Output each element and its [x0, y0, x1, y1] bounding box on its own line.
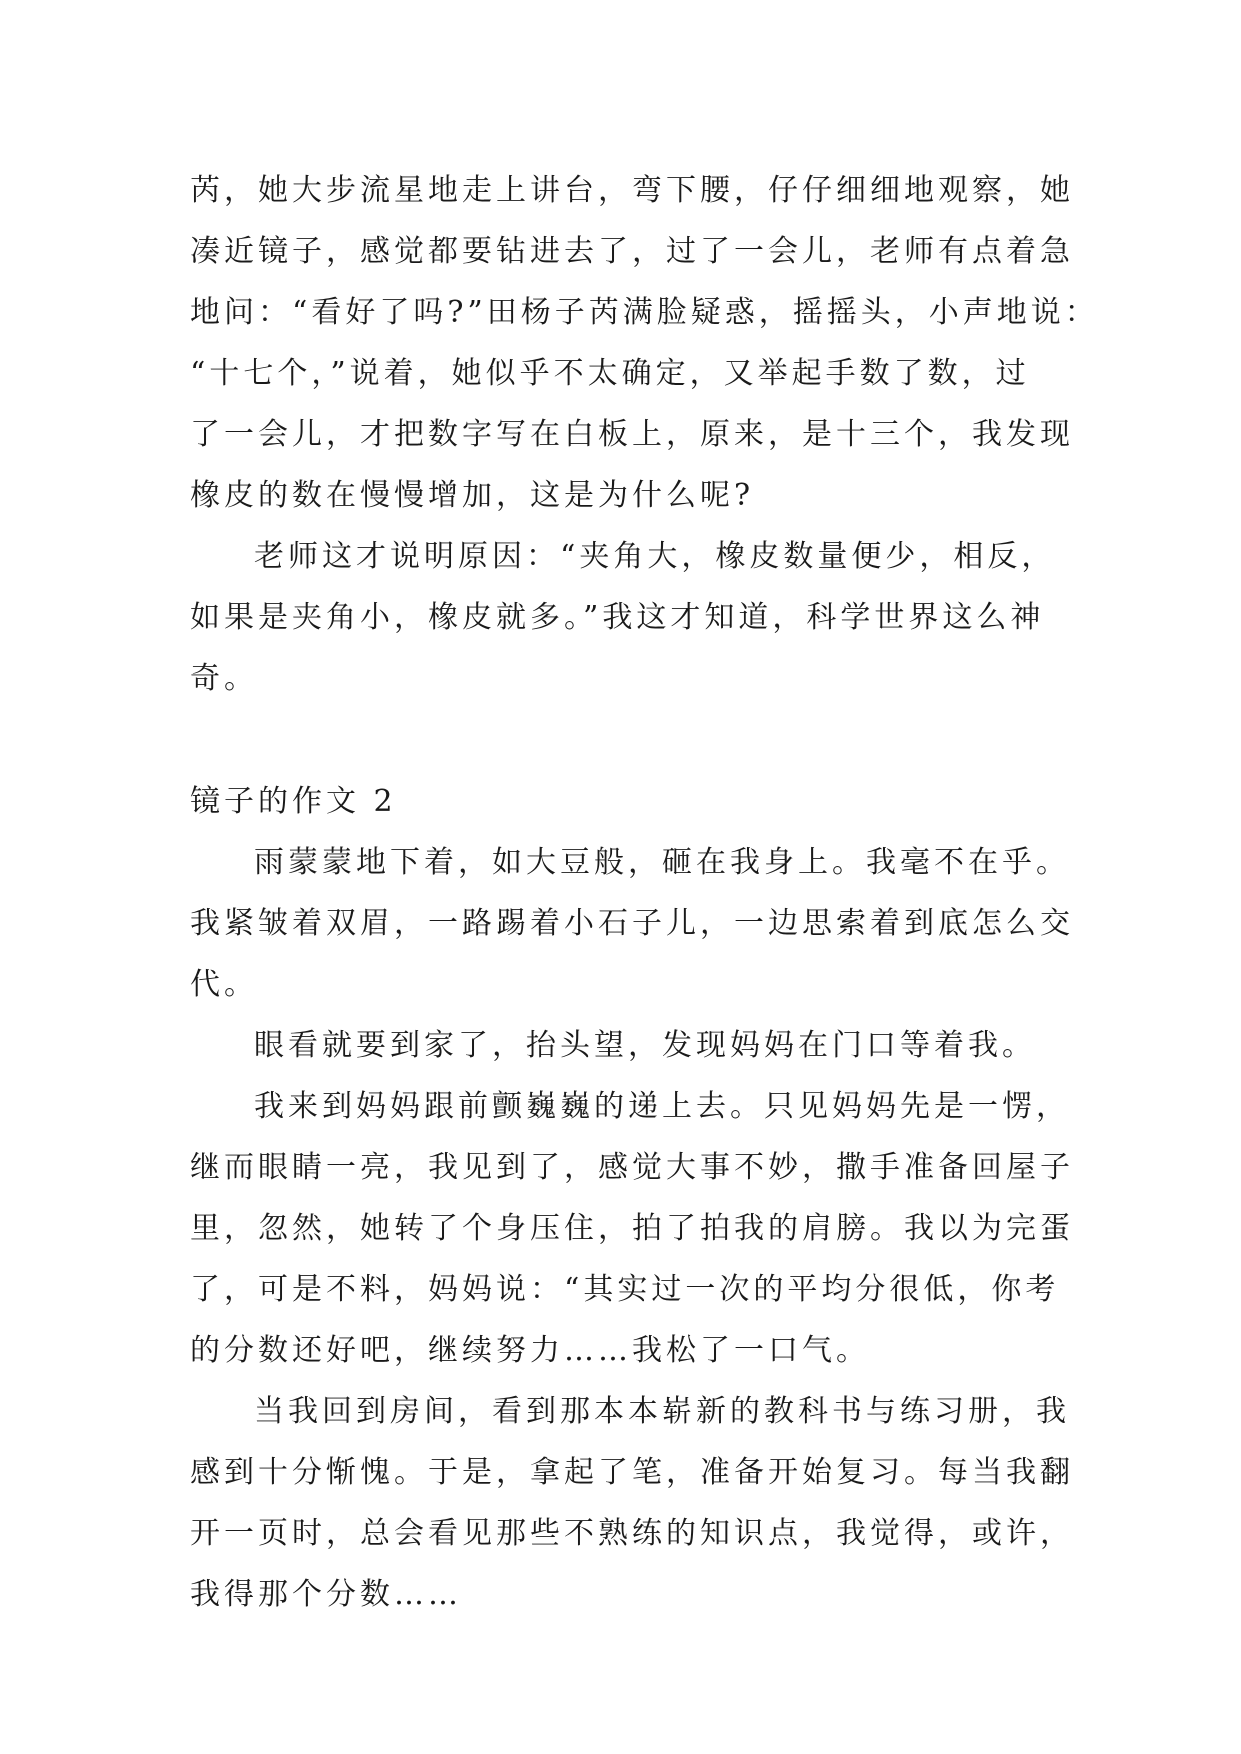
- text-line: 眼看就要到家了，抬头望，发现妈妈在门口等着我。: [254, 1028, 1036, 1063]
- paragraph: [190, 160, 1099, 526]
- section-spacer: [190, 709, 1050, 771]
- text-line: 我来到妈妈跟前颤巍巍的递上去。只见妈妈先是一愣，: [254, 1089, 1070, 1124]
- text-line: 如果是夹角小，橡皮就多。”我这才知道，科学世界这么神: [190, 600, 1045, 635]
- text-line: 开一页时，总会看见那些不熟练的知识点，我觉得，或许，: [190, 1516, 1074, 1551]
- text-line: 的分数还好吧，继续努力……我松了一口气。: [190, 1333, 870, 1368]
- section-title: 镜子的作文 2: [190, 784, 397, 819]
- text-line: 了，可是不料，妈妈说：“其实过一次的平均分很低，你考: [190, 1272, 1060, 1307]
- text-line: 橡皮的数在慢慢增加，这是为什么呢?: [190, 478, 755, 513]
- text-line: “十七个，”说着，她似乎不太确定，又举起手数了数，过: [190, 356, 1030, 391]
- text-line: 感到十分惭愧。于是，拿起了笔，准备开始复习。每当我翻: [190, 1455, 1074, 1490]
- text-line: 代。: [190, 967, 258, 1002]
- paragraph: [190, 832, 1074, 1015]
- document-body: [190, 160, 1099, 1625]
- text-line: 芮，她大步流星地走上讲台，弯下腰，仔仔细细地观察，她: [190, 173, 1074, 208]
- text-line: 奇。: [190, 661, 258, 696]
- text-line: 当我回到房间，看到那本本崭新的教科书与练习册，我: [254, 1394, 1070, 1429]
- text-line: 我得那个分数……: [190, 1577, 462, 1612]
- paragraph: [190, 1381, 1074, 1625]
- text-line: 了一会儿，才把数字写在白板上，原来，是十三个，我发现: [190, 417, 1074, 452]
- paragraph: [190, 1015, 1050, 1076]
- text-line: 地问：“看好了吗?”田杨子芮满脸疑惑，摇摇头，小声地说：: [190, 295, 1099, 330]
- text-line: 继而眼睛一亮，我见到了，感觉大事不妙，撒手准备回屋子: [190, 1150, 1074, 1185]
- text-line: 雨蒙蒙地下着，如大豆般，砸在我身上。我毫不在乎。: [254, 845, 1070, 880]
- text-line: 老师这才说明原因：“夹角大，橡皮数量便少，相反，: [254, 539, 1056, 574]
- text-line: 我紧皱着双眉，一路踢着小石子儿，一边思索着到底怎么交: [190, 906, 1074, 941]
- text-line: 里，忽然，她转了个身压住，拍了拍我的肩膀。我以为完蛋: [190, 1211, 1074, 1246]
- paragraph: [190, 526, 1056, 709]
- text-line: 凑近镜子，感觉都要钻进去了，过了一会儿，老师有点着急: [190, 234, 1074, 269]
- paragraph: [190, 1076, 1074, 1381]
